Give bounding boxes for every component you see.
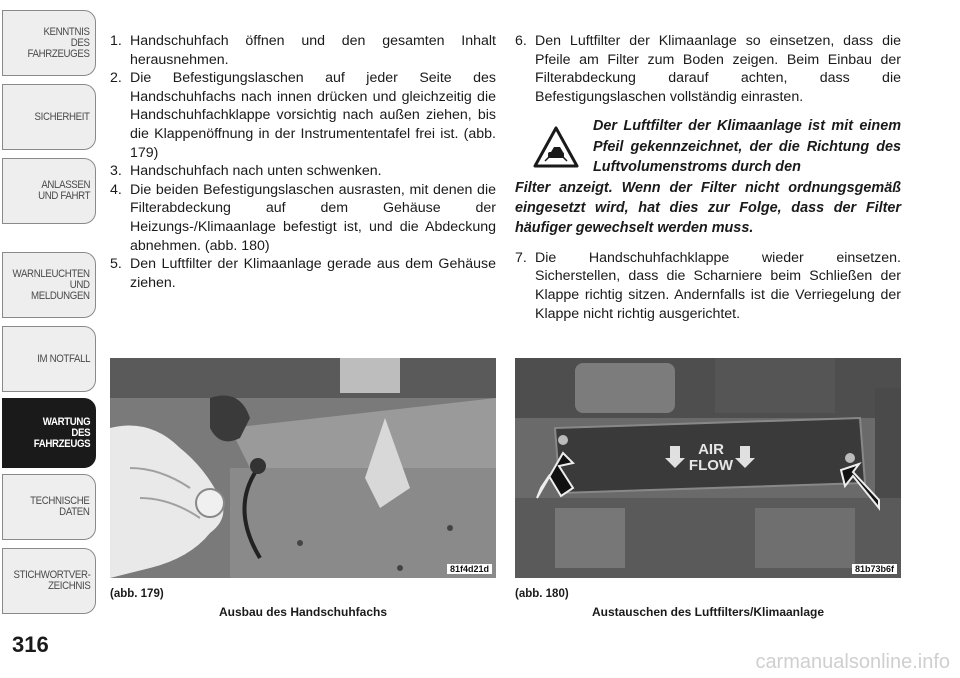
figure-code: 81f4d21d xyxy=(447,564,492,574)
step-list xyxy=(515,32,901,106)
tab-stichwortverzeichnis[interactable] xyxy=(2,548,96,614)
tab-label: WARNLEUCHTEN UND MELDUNGEN xyxy=(12,267,90,302)
figure-caption: Ausbau des Handschuhfachs xyxy=(218,605,388,619)
warning-box xyxy=(515,116,901,238)
step-text: Die beiden Befestigungslaschen ausrasten, mit denen die Filterabdeckung auf dem Gehäuse der Heizungs-/Klimaanlage befestigt ist, und die Abdeckung abnehmen. (abb. 180) xyxy=(130,181,496,254)
list-item xyxy=(110,162,496,181)
step-text: Den Luftfilter der Klimaanlage so einsetzen, dass die Pfeile am Filter zum Boden zeigen. Beim Einbau der Filterabdeckung darauf achten, dass die Befestigungslaschen vollständig einrasten. xyxy=(535,33,901,105)
warning-text-indented: Der Luftfilter der Klimaanlage ist mit einem Pfeil gekennzeichnet, der die Richtung des Luftvolumenstroms durch den xyxy=(593,118,901,176)
step-text: Den Luftfilter der Klimaanlage gerade aus dem Gehäuse ziehen. xyxy=(130,256,496,291)
tab-label: ANLASSEN UND FAHRT xyxy=(37,179,90,202)
list-item xyxy=(110,32,496,69)
step-text: Die Befestigungslaschen auf jeder Seite des Handschuhfachs nach innen drücken und gleichzeitig die Handschuhfachklappe vorsichtig nach außen ziehen, bis die Klappenöffnung in der Instrumententafel frei ist. (abb. 179) xyxy=(130,70,496,161)
tab-label: KENNTNIS DES FAHRZEUGES xyxy=(27,25,90,60)
text-column-left xyxy=(110,32,496,292)
air-filter-photo xyxy=(515,358,901,578)
step-number: 7. xyxy=(515,249,527,266)
step-number: 1. xyxy=(110,33,122,49)
step-text: Die Handschuhfachklappe wieder einsetzen. Sicherstellen, dass die Scharniere beim Schließen der Klappe richtig sitzen. Andernfalls ist die Verriegelung der Klappe nicht richtig ausgerichtet. xyxy=(535,249,901,322)
figure-label: (abb. 180) xyxy=(515,588,569,600)
step-number: 2. xyxy=(110,70,122,87)
list-item xyxy=(110,255,496,292)
tab-im-notfall[interactable] xyxy=(2,326,96,392)
list-item xyxy=(515,32,901,106)
tab-label: WARTUNG DES FAHRZEUGS xyxy=(33,415,90,450)
tab-label: SICHERHEIT xyxy=(34,110,90,123)
figure-label: (abb. 179) xyxy=(110,588,164,600)
step-list xyxy=(110,32,496,292)
tab-label: STICHWORTVER- ZEICHNIS xyxy=(13,569,90,592)
tab-warnleuchten[interactable] xyxy=(2,252,96,318)
glovebox-photo xyxy=(110,358,496,578)
list-item xyxy=(110,181,496,255)
warning-triangle-icon xyxy=(533,126,579,168)
warning-text-rest: Filter anzeigt. Wenn der Filter nicht ordnungsgemäß eingesetzt wird, hat dies zur Folge, dass der Filter häufiger gewechselt werden muss. xyxy=(515,179,901,237)
tab-technische-daten[interactable] xyxy=(2,474,96,540)
figure-code: 81b73b6f xyxy=(852,564,897,574)
figure-air-filter xyxy=(515,358,901,578)
step-number: 4. xyxy=(110,181,122,198)
step-number: 3. xyxy=(110,163,122,180)
step-text: Handschuhfach nach unten schwenken. xyxy=(130,163,382,180)
watermark: carmanualsonline.info xyxy=(755,651,950,673)
list-item xyxy=(515,249,901,323)
chapter-sidebar xyxy=(0,0,98,678)
cover-text-flow: FLOW xyxy=(688,457,734,474)
text-column-right xyxy=(515,32,901,323)
page-number: 316 xyxy=(12,632,49,657)
tab-label: IM NOTFALL xyxy=(37,352,90,365)
tab-wartung-des-fahrzeugs[interactable] xyxy=(2,398,96,468)
figure-caption: Austauschen des Luftfilters/Klimaanlage xyxy=(591,605,825,619)
cover-text-air: AIR xyxy=(698,441,724,458)
step-number: 6. xyxy=(515,33,527,49)
tab-kenntnis-des-fahrzeuges[interactable] xyxy=(2,10,96,76)
step-number: 5. xyxy=(110,256,122,273)
tab-sicherheit[interactable] xyxy=(2,84,96,150)
tab-label: TECHNISCHE DATEN xyxy=(30,495,90,518)
list-item xyxy=(110,69,496,162)
figure-glovebox-removal xyxy=(110,358,496,578)
step-list xyxy=(515,249,901,323)
step-text: Handschuhfach öffnen und den gesamten Inhalt herausnehmen. xyxy=(130,33,496,68)
tab-anlassen-und-fahrt[interactable] xyxy=(2,158,96,224)
